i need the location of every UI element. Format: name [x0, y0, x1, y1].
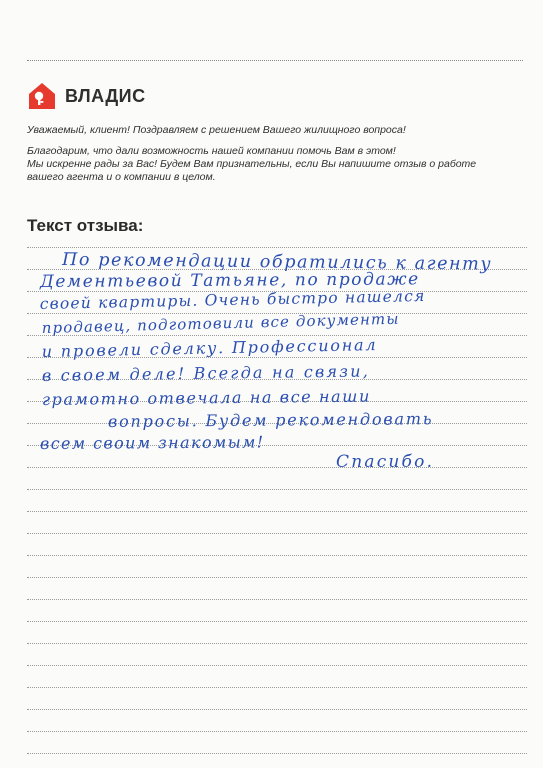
review-line: продавец, подготовили все документы — [41, 309, 400, 337]
request-text: Мы искренне рады за Вас! Будем Вам признательны, если Вы напишите отзыв о работе — [27, 158, 477, 170]
greeting-text: Уважаемый, клиент! Поздравляем с решением Вашего жилищного вопроса! — [27, 124, 406, 136]
review-line: Дементьевой Татьяне, по продаже — [39, 269, 420, 292]
logo-text: ВЛАДИС — [65, 86, 146, 106]
thanks-text: Благодарим, что дали возможность нашей компании помочь Вам в этом! — [27, 145, 396, 157]
review-line: и провели сделку. Профессионал — [41, 334, 378, 361]
review-line: По рекомендации обратились к агенту — [61, 250, 493, 275]
review-line: вопросы. Будем рекомендовать — [107, 409, 434, 431]
review-line: грамотно отвечала на все наши — [41, 386, 372, 409]
review-line: всем своим знакомым! — [39, 432, 265, 453]
review-signoff: Спасибо. — [336, 452, 435, 472]
review-line: в своем деле! Всегда на связи, — [41, 361, 371, 385]
request-text-cont: вашего агента и о компании в целом. — [27, 171, 216, 183]
review-title: Текст отзыва: — [27, 216, 144, 235]
review-line: своей квартиры. Очень быстро нашелся — [39, 286, 426, 313]
